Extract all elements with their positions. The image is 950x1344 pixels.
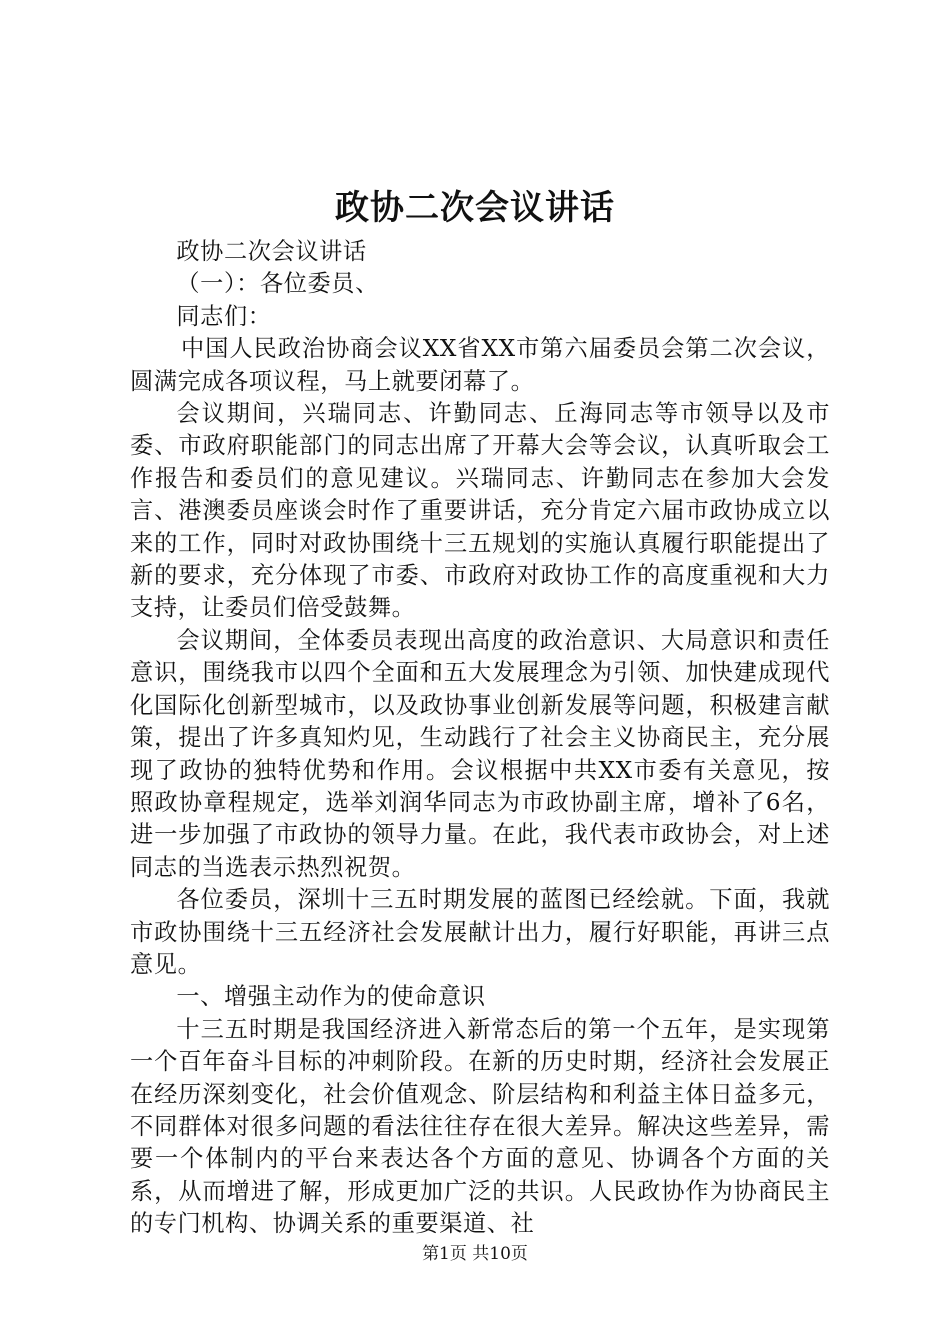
- paragraph-meeting-members: 会议期间，全体委员表现出高度的政治意识、大局意识和责任意识，围绕我市以四个全面和五大发展理念为引领、加快建成现代化国际化创新型城市，以及政协事业创新发展等问题，积极建言献策，提出了许多真知灼见，生动践行了社会主义协商民主，充分展现了政协的独特优势和作用。会议根据中共XX市委有关意见，按照政协章程规定，选举刘润华同志为市政协副主席，增补了6名，进一步加强了市政协的领导力量。在此，我代表市政协会，对上述同志的当选表示热烈祝贺。: [130, 626, 830, 881]
- page-number: 第1页 共10页: [422, 1244, 528, 1264]
- paragraph-salutation-1: （一）：各位委员、: [176, 270, 379, 298]
- document-body: [130, 236, 830, 1241]
- paragraph-opening: 中国人民政治协商会议XX省XX市第六届委员会第二次会议，圆满完成各项议程，马上就要闭幕了。: [130, 335, 830, 395]
- paragraph-three-points: 各位委员，深圳十三五时期发展的蓝图已经绘就。下面，我就市政协围绕十三五经济社会发展献计出力，履行好职能，再讲三点意见。: [130, 886, 830, 978]
- document-title: 政协二次会议讲话: [335, 188, 615, 228]
- section-heading-1: 一、增强主动作为的使命意识: [176, 983, 486, 1011]
- paragraph-salutation-2: 同志们：: [176, 302, 272, 330]
- paragraph-subtitle: 政协二次会议讲话: [176, 238, 367, 265]
- paragraph-section-1: 十三五时期是我国经济进入新常态后的第一个五年，是实现第一个百年奋斗目标的冲刺阶段。在新的历史时期，经济社会发展正在经历深刻变化，社会价值观念、阶层结构和利益主体日益多元，不同群体对很多问题的看法往往存在很大差异。解决这些差异，需要一个体制内的平台来表达各个方面的意见、协调各个方面的关系，从而增进了解，形成更加广泛的共识。人民政协作为协商民主的专门机构、协调关系的重要渠道、社: [130, 1015, 830, 1238]
- paragraph-meeting-leaders: 会议期间，兴瑞同志、许勤同志、丘海同志等市领导以及市委、市政府职能部门的同志出席了开幕大会等会议，认真听取会工作报告和委员们的意见建议。兴瑞同志、许勤同志在参加大会发言、港澳委员座谈会时作了重要讲话，充分肯定六届市政协成立以来的工作，同时对政协围绕十三五规划的实施认真履行职能提出了新的要求，充分体现了市委、市政府对政协工作的高度重视和大力支持，让委员们倍受鼓舞。: [130, 400, 830, 622]
